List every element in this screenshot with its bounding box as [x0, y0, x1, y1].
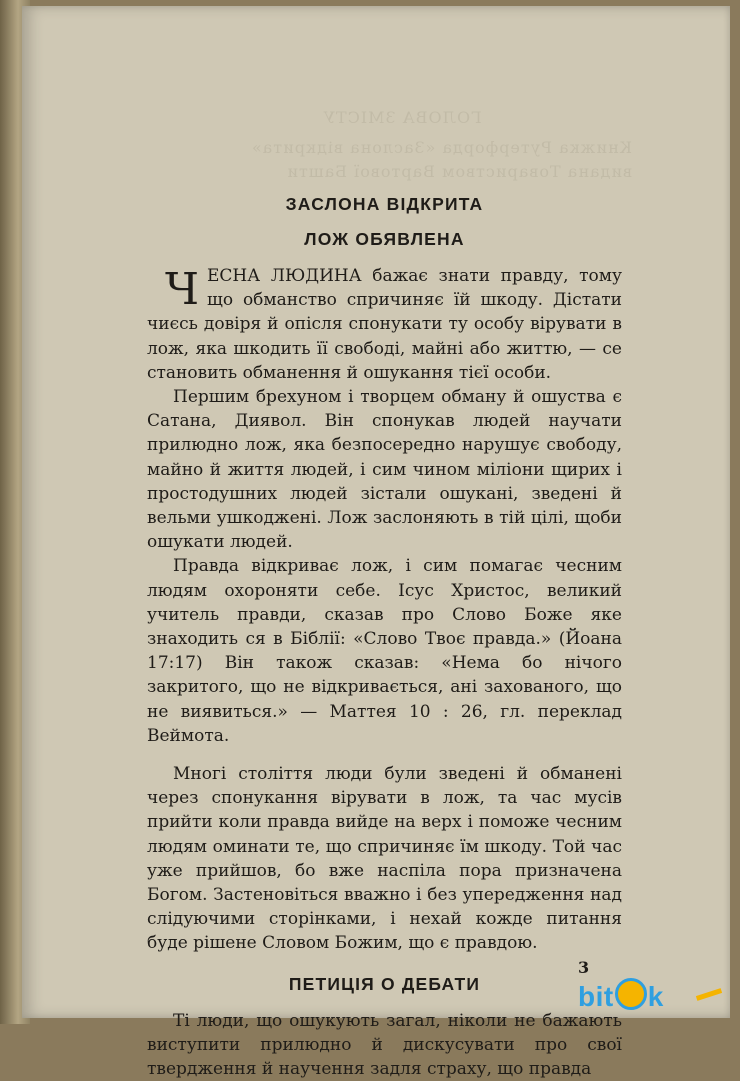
paragraph-4: Многі століття люди були зведені й обманені через спонукання вірувати в лож, та час мусів прийти коли правда вийде на верх і поможе чесним людям оминати те, що спричиняє їм шкоду. Той час уже прийшов, бо вже наспіла пора призначена Богом. Застеновіться вважно і без упередження над слідуючими сторінками, і нехай кожде питання буде рішене Словом Божим, що є правдою.	[147, 764, 622, 954]
book-page	[22, 6, 730, 1080]
bleed-line: Книжка Рутерфорда «Заслона відкрита»	[250, 138, 632, 157]
bleed-through-text	[172, 106, 632, 184]
paragraph-1-text: ЕСНА ЛЮДИНА бажає знати правду, тому що обманство спричиняє їй шкоду. Дістати чиєсь довіря й опісля спонукати ту особу вірувати в лож, яка шкодить її свободі, майні або життю, — се становить обманення й ошукання тієї особи.	[147, 266, 622, 383]
paragraph-2: Першим брехуном і творцем обману й ошуства є Сатана, Диявол. Він спонукав людей научати прилюдно лож, яка безпосередно нарушує свободу, майно й життя людей, і сим чином міліони щирих і простодушних людей зістали ошукані, зведені й вельми ушкоджені. Лож заслоняють в тій цілі, щоби ошукати людей.	[147, 387, 622, 553]
watermark-o-icon	[615, 978, 647, 1010]
main-heading: ЗАСЛОНА ВІДКРИТА	[285, 194, 484, 214]
paragraph-3: Правда відкриває лож, і сим помагає чесним людям охороняти себе. Ісус Христос, великий учитель правди, сказав про Слово Боже яке знаходить ся в Біблії: «Слово Твоє правда.» (Йоана 17:17) Він також сказав: «Нема бо нічого закритого, що не відкривається, ані захованого, що не виявиться.» — Маттея 10 : 26, гл. переклад Веймота.	[147, 556, 622, 746]
bleed-line: ГОЛОВА ЗМІСТУ	[322, 108, 482, 127]
watermark-swoosh-icon	[696, 988, 722, 1001]
paragraph-1	[147, 264, 622, 385]
watermark-text-left: bit	[578, 981, 614, 1012]
watermark-logo	[578, 978, 728, 1014]
bleed-line: видана Товариством Вартової Башти	[286, 162, 632, 181]
sub-heading: ЛОЖ ОБЯВЛЕНА	[304, 229, 465, 249]
section-heading: ПЕТИЦІЯ О ДЕБАТИ	[288, 973, 481, 994]
page-number: 3	[578, 958, 590, 977]
watermark-text-right: k	[647, 981, 664, 1012]
paragraph-5: Ті люди, що ошукують загал, ніколи не бажають виступити прилюдно й дискусувати про свої твердження й научення задля страху, що правда	[147, 1010, 622, 1080]
page-content	[147, 188, 622, 1081]
drop-cap: Ч	[165, 264, 200, 315]
